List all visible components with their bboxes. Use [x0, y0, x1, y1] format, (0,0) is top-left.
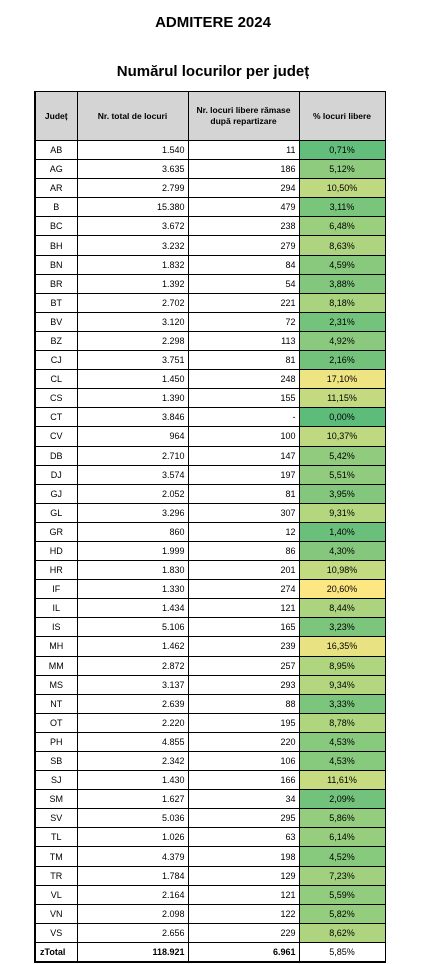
table-row	[35, 236, 385, 255]
total-places-cell: 4.855	[77, 732, 188, 751]
county-cell: GR	[35, 522, 77, 541]
table-row	[35, 809, 385, 828]
total-places-cell: 2.799	[77, 179, 188, 198]
table-row	[35, 427, 385, 446]
table-row	[35, 637, 385, 656]
county-cell: CJ	[35, 351, 77, 370]
table-row	[35, 293, 385, 312]
total-places-cell: 2.164	[77, 885, 188, 904]
county-cell: VL	[35, 885, 77, 904]
total-places-cell: 3.232	[77, 236, 188, 255]
free-percent-cell: 4,30%	[299, 541, 385, 560]
table-row	[35, 217, 385, 236]
county-cell: GJ	[35, 484, 77, 503]
table-row	[35, 618, 385, 637]
free-places-cell: 122	[188, 904, 299, 923]
table-row	[35, 828, 385, 847]
free-places-cell: 220	[188, 732, 299, 751]
free-places-cell: 294	[188, 179, 299, 198]
total-places-cell: 860	[77, 522, 188, 541]
table-row	[35, 790, 385, 809]
total-places-cell: 3.751	[77, 351, 188, 370]
total-places-cell: 3.846	[77, 408, 188, 427]
total-places-sum-cell: 118.921	[77, 942, 188, 962]
free-places-cell: 34	[188, 790, 299, 809]
total-places-cell: 1.999	[77, 541, 188, 560]
table-row	[35, 923, 385, 942]
county-cell: AR	[35, 179, 77, 198]
free-percent-cell: 16,35%	[299, 637, 385, 656]
county-cell: CS	[35, 389, 77, 408]
total-places-cell: 2.052	[77, 484, 188, 503]
total-places-cell: 1.390	[77, 389, 188, 408]
total-places-cell: 3.672	[77, 217, 188, 236]
free-percent-cell: 10,50%	[299, 179, 385, 198]
free-percent-cell: 10,98%	[299, 561, 385, 580]
free-percent-cell: 2,31%	[299, 312, 385, 331]
county-cell: SJ	[35, 771, 77, 790]
total-places-cell: 1.540	[77, 141, 188, 160]
table-row	[35, 351, 385, 370]
free-percent-cell: 3,95%	[299, 484, 385, 503]
header-row	[35, 92, 385, 141]
free-percent-cell: 11,61%	[299, 771, 385, 790]
free-percent-cell: 0,71%	[299, 141, 385, 160]
county-cell: CL	[35, 370, 77, 389]
total-places-cell: 1.830	[77, 561, 188, 580]
free-percent-cell: 8,18%	[299, 293, 385, 312]
free-places-cell: 121	[188, 599, 299, 618]
total-places-cell: 3.296	[77, 503, 188, 522]
free-percent-cell: 9,34%	[299, 675, 385, 694]
table-row	[35, 561, 385, 580]
free-places-cell: 113	[188, 331, 299, 350]
total-places-cell: 15.380	[77, 198, 188, 217]
total-places-cell: 2.710	[77, 446, 188, 465]
county-cell: BH	[35, 236, 77, 255]
free-places-cell: 121	[188, 885, 299, 904]
total-places-cell: 3.574	[77, 465, 188, 484]
free-places-cell: 166	[188, 771, 299, 790]
county-cell: MH	[35, 637, 77, 656]
table-row	[35, 752, 385, 771]
free-percent-total-cell: 5,85%	[299, 942, 385, 962]
free-places-cell: 229	[188, 923, 299, 942]
total-places-cell: 2.220	[77, 713, 188, 732]
free-percent-cell: 4,59%	[299, 255, 385, 274]
free-places-cell: 11	[188, 141, 299, 160]
county-cell: NT	[35, 694, 77, 713]
free-places-cell: 106	[188, 752, 299, 771]
table-row	[35, 732, 385, 751]
county-cell: TM	[35, 847, 77, 866]
county-cell: SM	[35, 790, 77, 809]
free-percent-cell: 8,78%	[299, 713, 385, 732]
table-row	[35, 885, 385, 904]
free-percent-cell: 8,44%	[299, 599, 385, 618]
free-percent-cell: 5,59%	[299, 885, 385, 904]
free-places-cell: 129	[188, 866, 299, 885]
table-row	[35, 179, 385, 198]
free-places-cell: 221	[188, 293, 299, 312]
places-table	[34, 91, 386, 963]
free-places-cell: 54	[188, 274, 299, 293]
table-row	[35, 141, 385, 160]
free-percent-cell: 6,48%	[299, 217, 385, 236]
total-places-cell: 2.702	[77, 293, 188, 312]
page-title: ADMITERE 2024	[155, 14, 271, 31]
county-cell: IS	[35, 618, 77, 637]
free-places-cell: 100	[188, 427, 299, 446]
free-places-cell: 201	[188, 561, 299, 580]
free-percent-cell: 5,12%	[299, 160, 385, 179]
free-percent-cell: 6,14%	[299, 828, 385, 847]
total-row	[35, 942, 385, 962]
county-cell: HD	[35, 541, 77, 560]
free-percent-cell: 10,37%	[299, 427, 385, 446]
county-cell: SB	[35, 752, 77, 771]
free-percent-cell: 4,53%	[299, 732, 385, 751]
free-percent-cell: 8,63%	[299, 236, 385, 255]
total-places-cell: 3.635	[77, 160, 188, 179]
free-places-cell: 307	[188, 503, 299, 522]
free-places-cell: 257	[188, 656, 299, 675]
free-places-cell: 198	[188, 847, 299, 866]
total-places-cell: 1.832	[77, 255, 188, 274]
total-places-cell: 964	[77, 427, 188, 446]
county-cell: B	[35, 198, 77, 217]
free-percent-cell: 4,52%	[299, 847, 385, 866]
table-row	[35, 370, 385, 389]
free-percent-cell: 2,09%	[299, 790, 385, 809]
header-county: Județ	[35, 92, 77, 141]
free-places-sum-cell: 6.961	[188, 942, 299, 962]
free-places-cell: 81	[188, 351, 299, 370]
county-cell: AB	[35, 141, 77, 160]
county-cell: MM	[35, 656, 77, 675]
county-cell: PH	[35, 732, 77, 751]
table-row	[35, 160, 385, 179]
header-free-places: Nr. locuri libere rămase după repartizare	[188, 92, 299, 141]
table-row	[35, 713, 385, 732]
total-places-cell: 2.098	[77, 904, 188, 923]
free-places-cell: 195	[188, 713, 299, 732]
county-cell: CT	[35, 408, 77, 427]
county-cell: SV	[35, 809, 77, 828]
table-row	[35, 866, 385, 885]
county-cell: IL	[35, 599, 77, 618]
free-places-cell: -	[188, 408, 299, 427]
total-places-cell: 1.450	[77, 370, 188, 389]
total-places-cell: 3.120	[77, 312, 188, 331]
total-places-cell: 1.462	[77, 637, 188, 656]
free-percent-cell: 5,51%	[299, 465, 385, 484]
free-percent-cell: 5,82%	[299, 904, 385, 923]
free-percent-cell: 8,62%	[299, 923, 385, 942]
total-places-cell: 4.379	[77, 847, 188, 866]
free-places-cell: 63	[188, 828, 299, 847]
free-percent-cell: 5,86%	[299, 809, 385, 828]
table-row	[35, 255, 385, 274]
county-cell: VS	[35, 923, 77, 942]
total-places-cell: 5.036	[77, 809, 188, 828]
free-places-cell: 186	[188, 160, 299, 179]
free-places-cell: 147	[188, 446, 299, 465]
county-cell: HR	[35, 561, 77, 580]
county-cell: BR	[35, 274, 77, 293]
table-row	[35, 274, 385, 293]
county-cell: BT	[35, 293, 77, 312]
free-places-cell: 479	[188, 198, 299, 217]
free-percent-cell: 11,15%	[299, 389, 385, 408]
table-row	[35, 522, 385, 541]
free-percent-cell: 4,53%	[299, 752, 385, 771]
table-row	[35, 484, 385, 503]
free-percent-cell: 3,11%	[299, 198, 385, 217]
free-places-cell: 81	[188, 484, 299, 503]
table-row	[35, 656, 385, 675]
total-places-cell: 1.026	[77, 828, 188, 847]
free-percent-cell: 5,42%	[299, 446, 385, 465]
table-row	[35, 599, 385, 618]
total-label-cell: zTotal	[35, 942, 77, 962]
free-places-cell: 165	[188, 618, 299, 637]
header-total-places: Nr. total de locuri	[77, 92, 188, 141]
table-row	[35, 408, 385, 427]
free-places-cell: 293	[188, 675, 299, 694]
free-percent-cell: 17,10%	[299, 370, 385, 389]
table-row	[35, 675, 385, 694]
table-row	[35, 389, 385, 408]
total-places-cell: 1.434	[77, 599, 188, 618]
total-places-cell: 1.784	[77, 866, 188, 885]
free-places-cell: 197	[188, 465, 299, 484]
table-row	[35, 904, 385, 923]
free-percent-cell: 2,16%	[299, 351, 385, 370]
free-places-cell: 12	[188, 522, 299, 541]
free-percent-cell: 3,33%	[299, 694, 385, 713]
free-places-cell: 279	[188, 236, 299, 255]
total-places-cell: 2.656	[77, 923, 188, 942]
table-row	[35, 503, 385, 522]
header-free-percent: % locuri libere	[299, 92, 385, 141]
table-row	[35, 198, 385, 217]
table-row	[35, 771, 385, 790]
table-row	[35, 446, 385, 465]
total-places-cell: 2.639	[77, 694, 188, 713]
county-cell: AG	[35, 160, 77, 179]
table-row	[35, 331, 385, 350]
county-cell: GL	[35, 503, 77, 522]
free-places-cell: 86	[188, 541, 299, 560]
county-cell: IF	[35, 580, 77, 599]
free-places-cell: 239	[188, 637, 299, 656]
county-cell: MS	[35, 675, 77, 694]
table-row	[35, 465, 385, 484]
table-row	[35, 694, 385, 713]
free-percent-cell: 20,60%	[299, 580, 385, 599]
total-places-cell: 5.106	[77, 618, 188, 637]
free-places-cell: 248	[188, 370, 299, 389]
county-cell: BZ	[35, 331, 77, 350]
county-cell: OT	[35, 713, 77, 732]
county-cell: TL	[35, 828, 77, 847]
total-places-cell: 1.627	[77, 790, 188, 809]
total-places-cell: 1.330	[77, 580, 188, 599]
total-places-cell: 2.342	[77, 752, 188, 771]
table-body	[35, 141, 385, 962]
total-places-cell: 1.392	[77, 274, 188, 293]
total-places-cell: 3.137	[77, 675, 188, 694]
county-cell: DJ	[35, 465, 77, 484]
total-places-cell: 2.298	[77, 331, 188, 350]
table-row	[35, 580, 385, 599]
free-places-cell: 84	[188, 255, 299, 274]
table-row	[35, 312, 385, 331]
county-cell: CV	[35, 427, 77, 446]
free-places-cell: 155	[188, 389, 299, 408]
county-cell: BC	[35, 217, 77, 236]
county-cell: VN	[35, 904, 77, 923]
free-percent-cell: 7,23%	[299, 866, 385, 885]
table-row	[35, 847, 385, 866]
free-percent-cell: 3,88%	[299, 274, 385, 293]
free-percent-cell: 9,31%	[299, 503, 385, 522]
county-cell: DB	[35, 446, 77, 465]
free-percent-cell: 0,00%	[299, 408, 385, 427]
table-subtitle: Numărul locurilor per județ	[116, 63, 310, 80]
county-cell: BN	[35, 255, 77, 274]
free-percent-cell: 3,23%	[299, 618, 385, 637]
free-places-cell: 274	[188, 580, 299, 599]
county-cell: TR	[35, 866, 77, 885]
free-places-cell: 88	[188, 694, 299, 713]
total-places-cell: 2.872	[77, 656, 188, 675]
free-percent-cell: 4,92%	[299, 331, 385, 350]
free-places-cell: 72	[188, 312, 299, 331]
free-places-cell: 295	[188, 809, 299, 828]
total-places-cell: 1.430	[77, 771, 188, 790]
free-places-cell: 238	[188, 217, 299, 236]
free-percent-cell: 8,95%	[299, 656, 385, 675]
county-cell: BV	[35, 312, 77, 331]
table-row	[35, 541, 385, 560]
free-percent-cell: 1,40%	[299, 522, 385, 541]
